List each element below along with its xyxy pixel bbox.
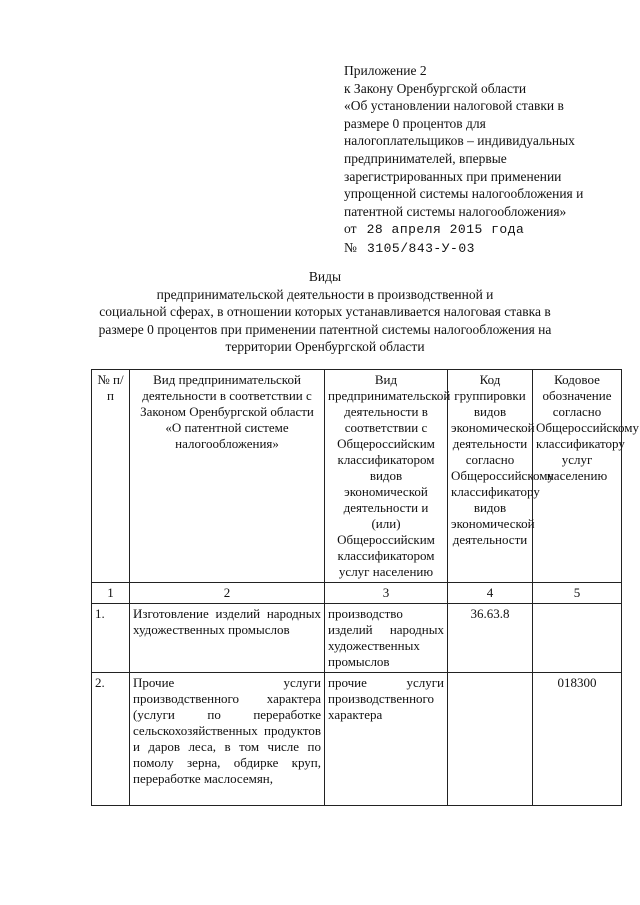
row-okved-code: 36.63.8 [448, 604, 533, 673]
document-heading [50, 268, 600, 356]
heading-line: предпринимательской деятельности в производственной и [156, 286, 494, 302]
table-row [92, 673, 622, 806]
row-number: 1. [92, 604, 130, 673]
column-number: 1 [92, 583, 130, 604]
annex-line: предпринимателей, впервые [344, 150, 507, 166]
annex-line: зарегистрированных при применении [344, 168, 562, 184]
header-cell-number: № п/п [92, 370, 130, 583]
table-row [92, 604, 622, 673]
header-cell-okved-code: Код группировки видов экономической деятельности согласно Общероссийскому классификатору видов экономической деятельности [448, 370, 533, 583]
law-date-stamp: 28 апреля 2015 года [366, 222, 525, 238]
annex-line: «Об установлении налоговой ставки в [344, 98, 564, 114]
column-number-row [92, 583, 622, 604]
annex-header [344, 62, 624, 258]
row-okved-code [448, 673, 533, 806]
row-okved-activity: производство изделий народных художественных промыслов [325, 604, 448, 673]
header-cell-okun-code: Кодовое обозначение согласно Общероссийскому классификатору услуг населению [533, 370, 622, 583]
row-okved-activity: прочие услуги производственного характера [325, 673, 448, 806]
table-header-row [92, 370, 622, 583]
row-okun-code [533, 604, 622, 673]
law-number-stamp: 3105/843-У-03 [367, 240, 475, 256]
heading-line: размере 0 процентов при применении патентной системы налогообложения на [98, 321, 552, 337]
row-activity: Прочие услуги производственного характера (услуги по переработке сельскохозяйственных продуктов и даров леса, в том числе по помолу зерна, обдирке круп, переработке маслосемян, [130, 673, 325, 806]
row-okun-code: 018300 [533, 673, 622, 806]
column-number: 3 [325, 583, 448, 604]
law-number-line [344, 239, 624, 258]
annex-line: размере 0 процентов для [344, 115, 486, 131]
number-prefix: № [344, 239, 357, 255]
activities-table [91, 369, 639, 806]
law-date-line [344, 220, 624, 239]
annex-line: налогоплательщиков – индивидуальных [344, 133, 575, 149]
column-number: 5 [533, 583, 622, 604]
column-number: 2 [130, 583, 325, 604]
annex-line: упрощенной системы налогообложения и [344, 186, 584, 202]
heading-title: Виды [308, 269, 342, 284]
annex-line: патентной системы налогообложения» [344, 203, 567, 219]
heading-line: территории Оренбургской области [225, 339, 425, 355]
row-number: 2. [92, 673, 130, 806]
heading-line: социальной сферах, в отношении которых устанавливается налоговая ставка в [99, 304, 551, 320]
column-number: 4 [448, 583, 533, 604]
row-activity: Изготовление изделий народных художественных промыслов [130, 604, 325, 673]
date-prefix: от [344, 221, 357, 237]
annex-line: к Закону Оренбургской области [344, 80, 527, 96]
header-cell-okved-activity: Вид предпринимательской деятельности в соответствии с Общероссийским классификатором видов экономической деятельности и (или) Общероссийским классификатором услуг населению [325, 370, 448, 583]
annex-line: Приложение 2 [344, 63, 427, 78]
header-cell-activity: Вид предпринимательской деятельности в соответствии с Законом Оренбургской области «О патентной системе налогообложения» [130, 370, 325, 583]
